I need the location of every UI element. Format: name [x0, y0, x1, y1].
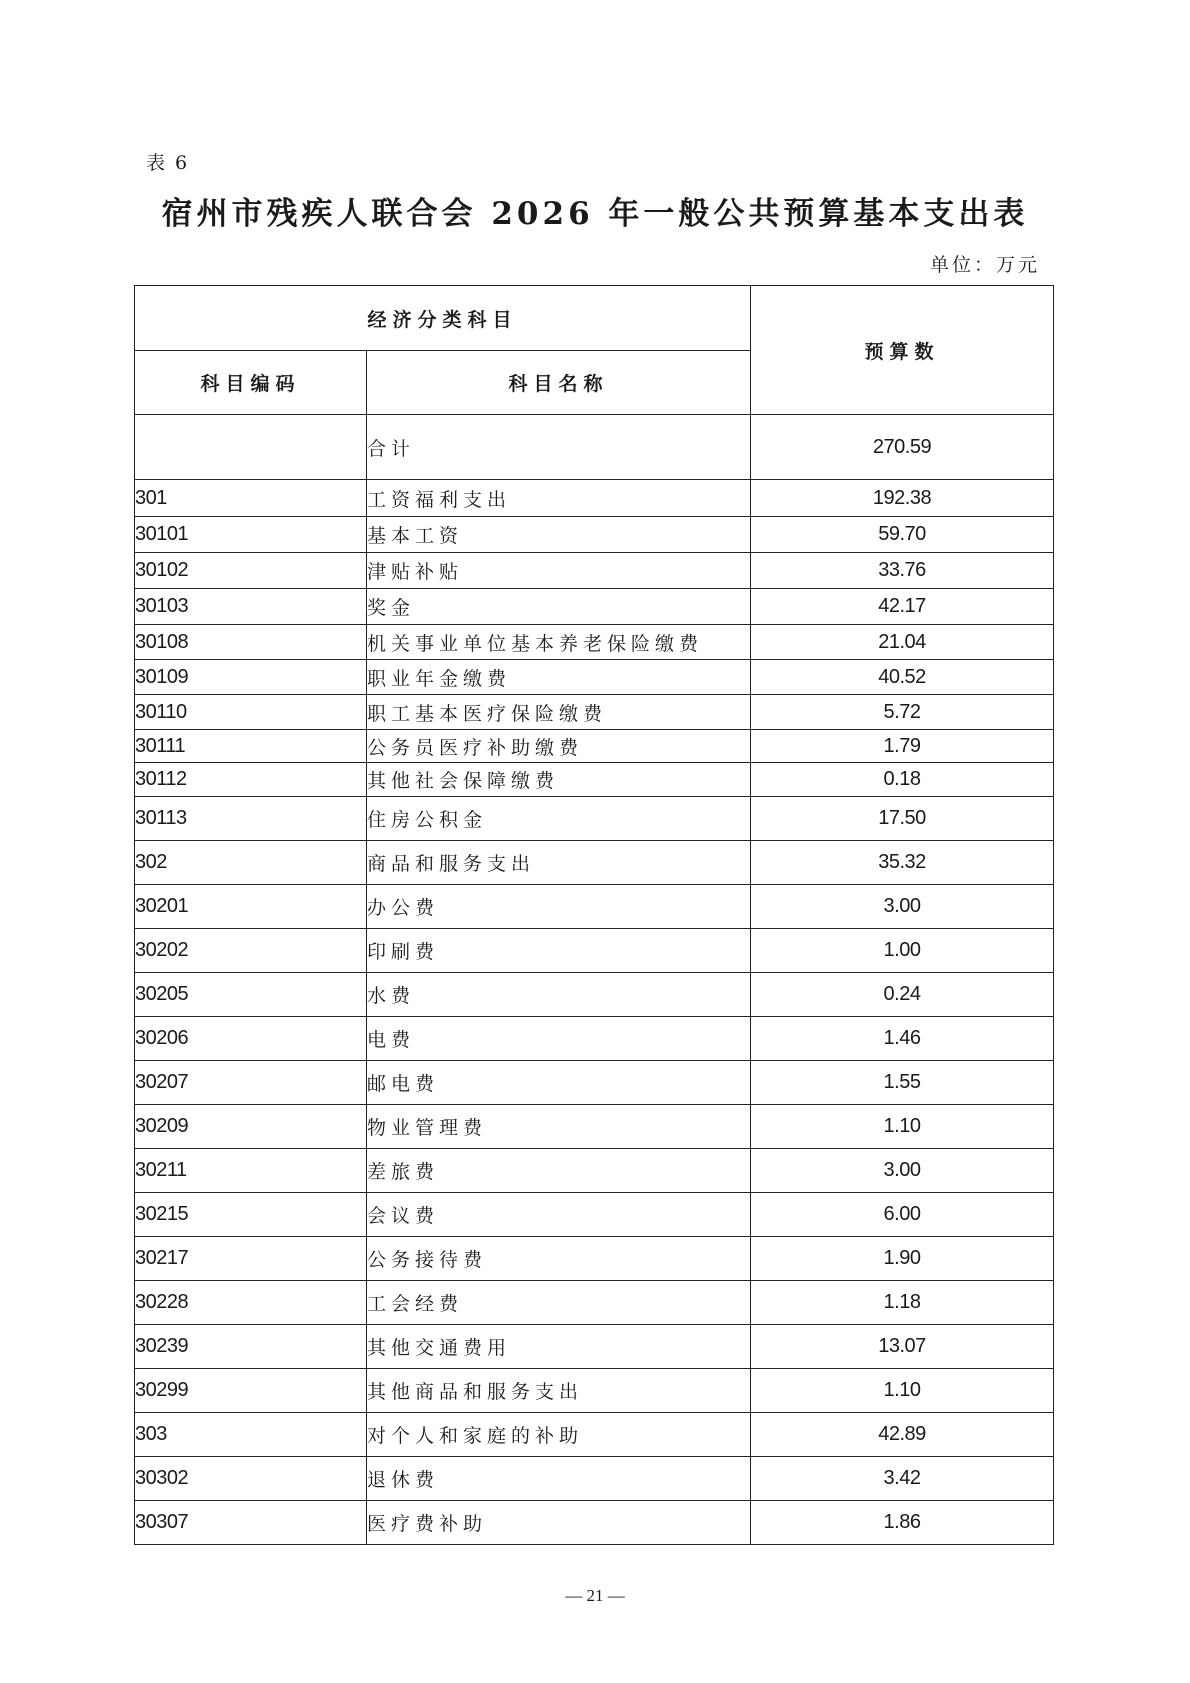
subject-name: 办公费 — [367, 885, 751, 929]
subject-name: 其他社会保障缴费 — [367, 763, 751, 797]
subject-code: 30299 — [135, 1369, 367, 1413]
total-code — [135, 415, 367, 480]
table-row — [135, 1017, 1054, 1061]
subject-code: 30201 — [135, 885, 367, 929]
subject-name: 差旅费 — [367, 1149, 751, 1193]
budget-amount: 3.00 — [751, 885, 1054, 929]
subject-name: 职业年金缴费 — [367, 660, 751, 695]
budget-amount: 5.72 — [751, 695, 1054, 730]
table-row — [135, 1193, 1054, 1237]
subject-code: 302 — [135, 841, 367, 885]
subject-name: 物业管理费 — [367, 1105, 751, 1149]
budget-amount: 1.10 — [751, 1369, 1054, 1413]
table-row — [135, 695, 1054, 730]
header-economic-classification: 经济分类科目 — [135, 286, 751, 351]
total-amount: 270.59 — [751, 415, 1054, 480]
subject-code: 30103 — [135, 589, 367, 625]
table-row — [135, 730, 1054, 763]
table-row — [135, 480, 1054, 517]
subject-name: 基本工资 — [367, 517, 751, 553]
budget-amount: 1.00 — [751, 929, 1054, 973]
budget-amount: 35.32 — [751, 841, 1054, 885]
page-title: 宿州市残疾人联合会 2026 年一般公共预算基本支出表 — [161, 196, 1029, 232]
subject-code: 30217 — [135, 1237, 367, 1281]
subject-name: 其他商品和服务支出 — [367, 1369, 751, 1413]
subject-code: 30108 — [135, 625, 367, 660]
header-subject-code: 科目编码 — [135, 351, 367, 415]
table-row — [135, 589, 1054, 625]
table-row — [135, 1501, 1054, 1545]
budget-amount: 1.10 — [751, 1105, 1054, 1149]
subject-code: 30112 — [135, 763, 367, 797]
subject-name: 机关事业单位基本养老保险缴费 — [367, 625, 751, 660]
budget-amount: 59.70 — [751, 517, 1054, 553]
budget-table — [134, 285, 1054, 1545]
subject-name: 住房公积金 — [367, 797, 751, 841]
table-row — [135, 1061, 1054, 1105]
subject-name: 电费 — [367, 1017, 751, 1061]
budget-amount: 1.86 — [751, 1501, 1054, 1545]
subject-name: 奖金 — [367, 589, 751, 625]
table-row — [135, 1105, 1054, 1149]
subject-code: 30206 — [135, 1017, 367, 1061]
subject-name: 其他交通费用 — [367, 1325, 751, 1369]
subject-code: 30110 — [135, 695, 367, 730]
subject-code: 30102 — [135, 553, 367, 589]
table-row — [135, 1413, 1054, 1457]
budget-amount: 1.79 — [751, 730, 1054, 763]
table-row — [135, 1369, 1054, 1413]
budget-amount: 1.46 — [751, 1017, 1054, 1061]
budget-amount: 3.42 — [751, 1457, 1054, 1501]
subject-name: 公务接待费 — [367, 1237, 751, 1281]
subject-code: 30307 — [135, 1501, 367, 1545]
budget-amount: 6.00 — [751, 1193, 1054, 1237]
table-row — [135, 1281, 1054, 1325]
table-row — [135, 625, 1054, 660]
subject-name: 退休费 — [367, 1457, 751, 1501]
budget-amount: 0.18 — [751, 763, 1054, 797]
table-row — [135, 1237, 1054, 1281]
subject-code: 30202 — [135, 929, 367, 973]
subject-code: 30215 — [135, 1193, 367, 1237]
table-row — [135, 929, 1054, 973]
subject-code: 30113 — [135, 797, 367, 841]
subject-name: 工资福利支出 — [367, 480, 751, 517]
subject-code: 30211 — [135, 1149, 367, 1193]
table-row — [135, 553, 1054, 589]
header-budget-amount: 预算数 — [751, 286, 1054, 415]
table-row — [135, 973, 1054, 1017]
subject-name: 会议费 — [367, 1193, 751, 1237]
subject-code: 30205 — [135, 973, 367, 1017]
unit-label: 单位：万元 — [929, 254, 1040, 276]
table-row — [135, 1457, 1054, 1501]
subject-code: 30109 — [135, 660, 367, 695]
subject-name: 津贴补贴 — [367, 553, 751, 589]
subject-name: 工会经费 — [367, 1281, 751, 1325]
budget-amount: 1.90 — [751, 1237, 1054, 1281]
budget-amount: 1.55 — [751, 1061, 1054, 1105]
subject-name: 公务员医疗补助缴费 — [367, 730, 751, 763]
subject-code: 30111 — [135, 730, 367, 763]
subject-code: 303 — [135, 1413, 367, 1457]
subject-code: 30209 — [135, 1105, 367, 1149]
budget-amount: 13.07 — [751, 1325, 1054, 1369]
budget-amount: 1.18 — [751, 1281, 1054, 1325]
subject-name: 医疗费补助 — [367, 1501, 751, 1545]
total-row — [135, 415, 1054, 480]
subject-name: 职工基本医疗保险缴费 — [367, 695, 751, 730]
table-row — [135, 1149, 1054, 1193]
table-row — [135, 797, 1054, 841]
budget-amount: 21.04 — [751, 625, 1054, 660]
subject-code: 30101 — [135, 517, 367, 553]
subject-name: 印刷费 — [367, 929, 751, 973]
budget-amount: 17.50 — [751, 797, 1054, 841]
subject-code: 30207 — [135, 1061, 367, 1105]
budget-amount: 192.38 — [751, 480, 1054, 517]
table-row — [135, 885, 1054, 929]
budget-amount: 3.00 — [751, 1149, 1054, 1193]
table-label: 表 6 — [146, 152, 190, 174]
total-label: 合计 — [367, 415, 751, 480]
table-row — [135, 763, 1054, 797]
subject-name: 水费 — [367, 973, 751, 1017]
subject-name: 对个人和家庭的补助 — [367, 1413, 751, 1457]
subject-name: 商品和服务支出 — [367, 841, 751, 885]
budget-amount: 33.76 — [751, 553, 1054, 589]
budget-amount: 0.24 — [751, 973, 1054, 1017]
subject-code: 30302 — [135, 1457, 367, 1501]
header-subject-name: 科目名称 — [367, 351, 751, 415]
subject-code: 301 — [135, 480, 367, 517]
subject-name: 邮电费 — [367, 1061, 751, 1105]
page-number: — 21 — — [565, 1586, 625, 1605]
budget-amount: 42.17 — [751, 589, 1054, 625]
table-row — [135, 1325, 1054, 1369]
budget-amount: 42.89 — [751, 1413, 1054, 1457]
subject-code: 30228 — [135, 1281, 367, 1325]
subject-code: 30239 — [135, 1325, 367, 1369]
budget-amount: 40.52 — [751, 660, 1054, 695]
table-row — [135, 660, 1054, 695]
table-row — [135, 841, 1054, 885]
table-row — [135, 517, 1054, 553]
